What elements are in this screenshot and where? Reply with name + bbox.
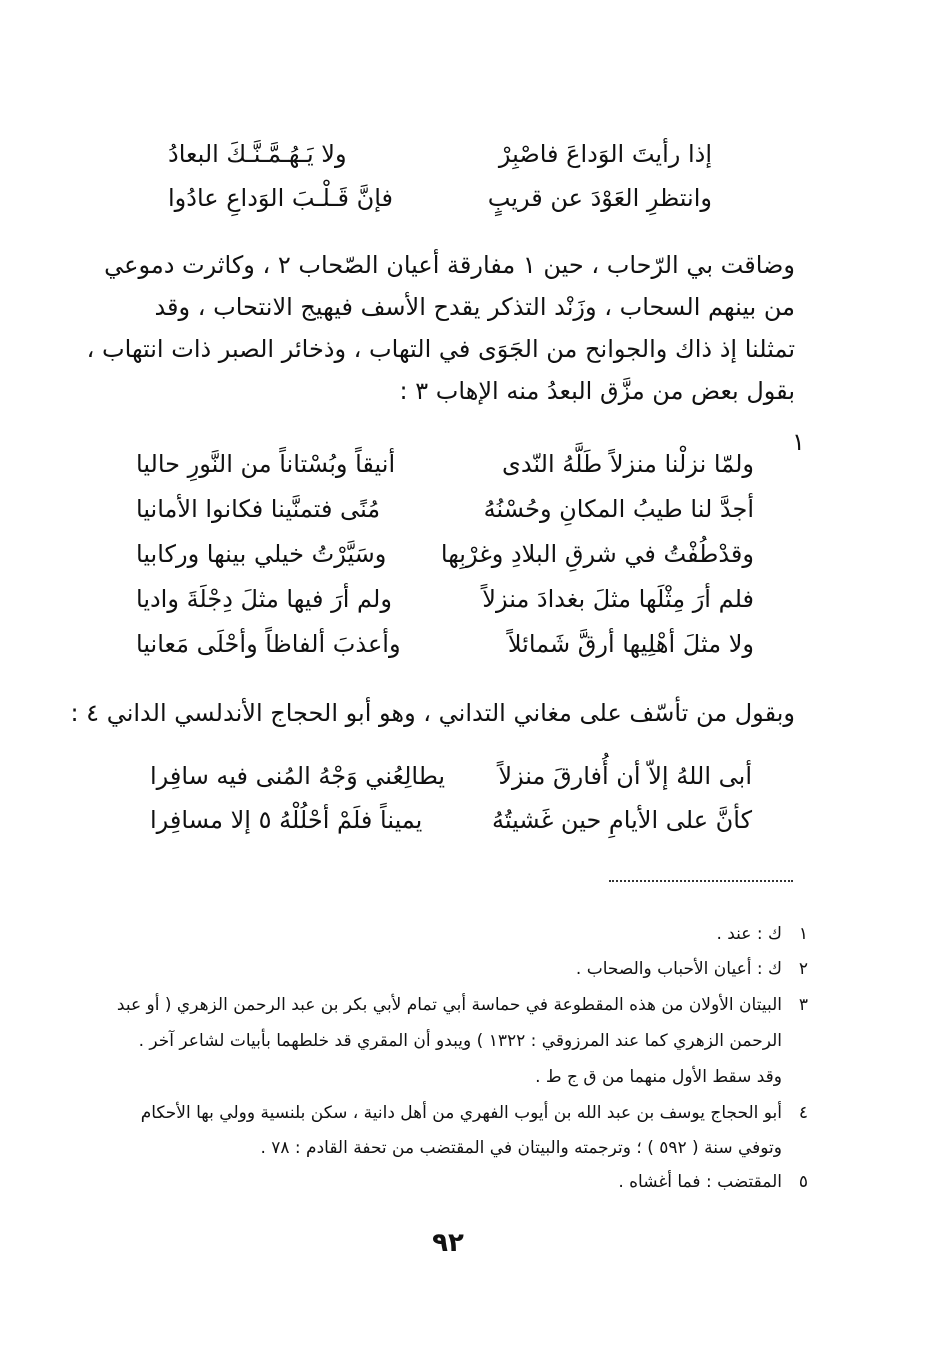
footnote-line: وقد سقط الأول منهما من ق ج ط . [535,1067,782,1087]
verse-hemistich-left: يطالِعُني وَجْهُ المُنى فيه سافِرا [150,762,446,790]
verse-hemistich-right: ولا مثلَ أهْلِيها أرقَّ شَمائلاً [507,630,754,658]
verse-hemistich-right: أبى اللهُ إلاّ أن أُفارقَ منزلاً [498,762,752,790]
verse-hemistich-right: وانتظرِ العَوْدَ عن قريبٍ [487,184,712,212]
prose-line: بقول بعض من مزَّق البعدُ منه الإهاب ٣ : [399,377,795,405]
prose-paragraph [86,244,795,412]
verse-hemistich-right: إذا رأيتَ الوَداعَ فاصْبِرْ [498,140,712,168]
verse-hemistich-left: ولا يَـهُـمَّـنَّـكَ البعادُ [168,140,347,168]
verse-line [150,808,752,832]
verse-hemistich-left: وأعذبَ ألفاظاً وأحْلَى مَعانيا [136,630,401,658]
footnote-separator [609,880,793,882]
footnote-line: ك : أعيان الأحباب والصحاب . [575,959,782,979]
footnote-number: ٣ [798,995,808,1015]
verse-line [136,497,754,521]
prose-line: وضاقت بي الرّحاب ، حين ١ مفارقة أعيان الصّحاب ٢ ، وكاثرت دموعي [104,251,795,279]
footnote-number: ٢ [798,959,808,979]
verse-hemistich-left: ولم أرَ فيها مثلَ دِجْلَةَ واديا [136,585,392,613]
verse-line [136,542,754,566]
verse-hemistich-left: يميناً فلَمْ أحْلُلْهُ ٥ إلا مسافِرا [150,806,423,834]
prose-line: وبقول من تأسّف على مغاني التداني ، وهو أبو الحجاج الأندلسي الداني ٤ : [70,699,795,727]
verse-line [168,186,712,210]
verse-hemistich-right: كأنَّ على الأيامِ حين غَشيتُهُ [491,806,752,834]
verse-hemistich-right: أجدَّ لنا طيبُ المكانِ وحُسْنُهُ [483,495,754,523]
footnote-line: أبو الحجاج يوسف بن عبد الله بن أيوب الفهري من أهل دانية ، سكن بلنسية وولي بها الأحكام [140,1103,782,1123]
prose-line: من بينهم السحاب ، وزَنْد التذكر يقدح الأسف فيهيج الانتحاب ، وقد [154,293,795,321]
verse-hemistich-right: وقدْطُفْتُ في شرقِ البلادِ وغرْبِها [440,540,754,568]
verse-hemistich-left: مُنًى فتمنَّينا فكانوا الأمانيا [136,495,381,523]
verse-hemistich-right: ولمّا نزلْنا منزلاً طَلَّهُ النّدى [502,450,754,478]
prose-paragraph [70,692,795,734]
verse-line [150,764,752,788]
verse-line [136,587,754,611]
footnote-number: ٥ [798,1172,808,1192]
verse-line [136,452,754,476]
verse-hemistich-left: أنيقاً وبُسْتاناً من النَّورِ حاليا [136,450,396,478]
page-number: ٩٢ [432,1228,464,1258]
footnote-line: الرحمن الزهري كما عند المرزوقي : ١٣٢٢ ) ويبدو أن المقري قد خلطهما بأبيات لشاعر آخر . [138,1031,782,1051]
verse-line [136,632,754,656]
footnote-line: وتوفي سنة ( ٥٩٢ ) ؛ وترجمته والبيتان في المقتضب من تحفة القادم : ٧٨ . [260,1138,782,1158]
verse-line [168,142,712,166]
poem-number: ١ [792,428,805,456]
footnote-number: ٤ [798,1103,808,1123]
footnote-line: ك : عند . [716,924,782,944]
verse-hemistich-left: فإنَّ قَـلْـبَ الوَداعِ عادُوا [168,184,393,212]
footnote-line: المقتضب : فما أغشاه . [618,1172,782,1192]
prose-line: تمثلنا إذ ذاك والجوانح من الجَوَى في التهاب ، وذخائر الصبر ذات انتهاب ، [86,335,795,363]
verse-hemistich-right: فلم أرَ مِثْلَها مثلَ بغدادَ منزلاً [482,585,754,613]
verse-hemistich-left: وسَيَّرْتُ خيلي بينها وركابيا [136,540,387,568]
footnote-number: ١ [798,924,808,944]
footnote-line: البيتان الأولان من هذه المقطوعة في حماسة أبي تمام لأبي بكر بن عبد الرحمن الزهري ( أو عبد [116,995,782,1015]
